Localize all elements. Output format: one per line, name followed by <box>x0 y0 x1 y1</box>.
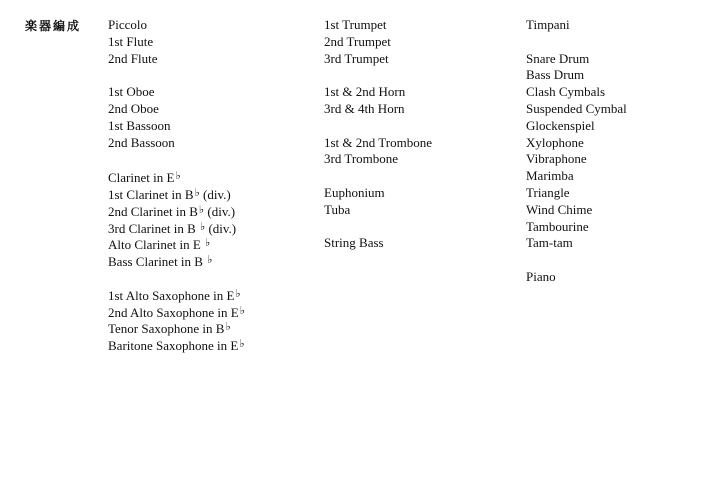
instrument-name: 2nd Oboe <box>108 100 159 116</box>
instrument-name: Triangle <box>526 184 570 200</box>
instrument-line <box>108 252 308 269</box>
woodwinds-column <box>108 17 308 353</box>
instrument-name: Bass Drum <box>526 67 585 83</box>
instrument-line <box>526 135 706 152</box>
instrument-line <box>526 151 706 168</box>
percussion-column <box>526 17 706 286</box>
instrument-line <box>108 17 308 34</box>
instrument-line <box>526 168 706 185</box>
instrument-line <box>108 135 308 152</box>
instrument-line <box>324 135 514 152</box>
instrument-name: 2nd Trumpet <box>324 33 391 49</box>
flat-symbol: ♭ <box>205 237 211 250</box>
spacer-line <box>324 118 514 135</box>
instrument-name: Piccolo <box>108 17 147 32</box>
instrument-name: 1st & 2nd Horn <box>324 84 406 100</box>
spacer-line <box>324 219 514 236</box>
instrument-line <box>324 101 514 118</box>
instrument-name: 2nd Alto Saxophone in E <box>108 304 239 320</box>
instrument-name: Timpani <box>526 17 570 32</box>
instrument-line <box>108 319 308 336</box>
division-note: (div.) <box>204 203 236 219</box>
instrument-line <box>324 151 514 168</box>
instrument-name: String Bass <box>324 235 384 251</box>
instrument-name: 2nd Bassoon <box>108 134 175 150</box>
instrument-line <box>108 84 308 101</box>
instrument-name: 1st Oboe <box>108 84 155 100</box>
spacer-line <box>324 168 514 185</box>
division-note: (div.) <box>205 220 237 236</box>
instrument-name: Wind Chime <box>526 201 593 217</box>
instrument-name: 1st Alto Saxophone in E <box>108 287 235 303</box>
flat-symbol: ♭ <box>175 170 181 183</box>
flat-symbol: ♭ <box>194 186 200 199</box>
instrument-name: 1st & 2nd Trombone <box>324 134 432 150</box>
instrumentation-heading: 楽器編成 <box>25 19 82 33</box>
instrument-line <box>108 235 308 252</box>
flat-symbol: ♭ <box>200 220 206 233</box>
spacer-line <box>108 151 308 168</box>
instrument-line <box>526 219 706 236</box>
flat-symbol: ♭ <box>225 321 231 334</box>
instrument-line <box>108 185 308 202</box>
instrument-name: Clarinet in E <box>108 170 175 186</box>
instrument-line <box>526 17 706 34</box>
spacer-line <box>526 252 706 269</box>
instrument-line <box>108 336 308 353</box>
instrument-name: 1st Bassoon <box>108 117 171 133</box>
instrument-line <box>324 34 514 51</box>
instrument-name: 1st Flute <box>108 33 154 49</box>
instrument-name: Glockenspiel <box>526 117 595 133</box>
instrument-line <box>324 202 514 219</box>
instrument-line <box>526 101 706 118</box>
instrument-name: 3rd Trumpet <box>324 50 389 66</box>
instrument-name: Piano <box>526 268 556 284</box>
instrument-name: Tenor Saxophone in B <box>108 321 225 337</box>
flat-symbol: ♭ <box>239 304 245 317</box>
instrument-line <box>108 34 308 51</box>
flat-symbol: ♭ <box>239 338 245 351</box>
instrument-name: Tam-tam <box>526 235 573 251</box>
spacer-line <box>324 67 514 84</box>
instrument-name: Bass Clarinet in B <box>108 254 207 270</box>
instrument-name: Snare Drum <box>526 50 590 66</box>
instrument-name: Suspended Cymbal <box>526 100 627 116</box>
instrument-line <box>526 118 706 135</box>
spacer-line <box>526 34 706 51</box>
division-note: (div.) <box>199 186 231 202</box>
instrument-name: Clash Cymbals <box>526 84 606 100</box>
spacer-line <box>108 67 308 84</box>
instrument-line <box>108 286 308 303</box>
spacer-line <box>108 269 308 286</box>
instrument-name: 1st Clarinet in B <box>108 186 194 202</box>
instrument-line <box>108 168 308 185</box>
instrument-line <box>108 101 308 118</box>
instrument-line <box>108 303 308 320</box>
instrument-line <box>324 84 514 101</box>
instrument-line <box>108 202 308 219</box>
instrument-line <box>526 67 706 84</box>
instrument-name: Alto Clarinet in E <box>108 237 205 253</box>
instrument-name: 2nd Clarinet in B <box>108 203 198 219</box>
instrument-name: Tuba <box>324 201 351 217</box>
instrument-line <box>324 17 514 34</box>
instrument-name: Tambourine <box>526 218 589 234</box>
flat-symbol: ♭ <box>198 203 205 216</box>
instrument-line <box>526 185 706 202</box>
instrument-name: 3rd Trombone <box>324 151 399 167</box>
instrument-line <box>526 269 706 286</box>
instrument-line <box>324 185 514 202</box>
instrument-name: Euphonium <box>324 184 385 200</box>
instrument-line <box>108 51 308 68</box>
instrument-name: Baritone Saxophone in E <box>108 338 239 354</box>
instrument-name: 3rd Clarinet in B <box>108 220 199 236</box>
instrument-line <box>526 235 706 252</box>
instrument-name: 2nd Flute <box>108 50 158 66</box>
instrument-name: Marimba <box>526 168 574 184</box>
instrument-line <box>526 202 706 219</box>
instrument-name: 3rd & 4th Horn <box>324 100 405 116</box>
instrument-line <box>324 235 514 252</box>
instrument-name: 1st Trumpet <box>324 17 387 32</box>
brass-column <box>324 17 514 252</box>
flat-symbol: ♭ <box>207 254 213 267</box>
instrument-line <box>108 219 308 236</box>
flat-symbol: ♭ <box>235 287 241 300</box>
instrument-line <box>526 51 706 68</box>
instrument-line <box>324 51 514 68</box>
instrument-line <box>526 84 706 101</box>
instrument-line <box>108 118 308 135</box>
instrument-name: Vibraphone <box>526 151 587 167</box>
instrument-name: Xylophone <box>526 134 584 150</box>
